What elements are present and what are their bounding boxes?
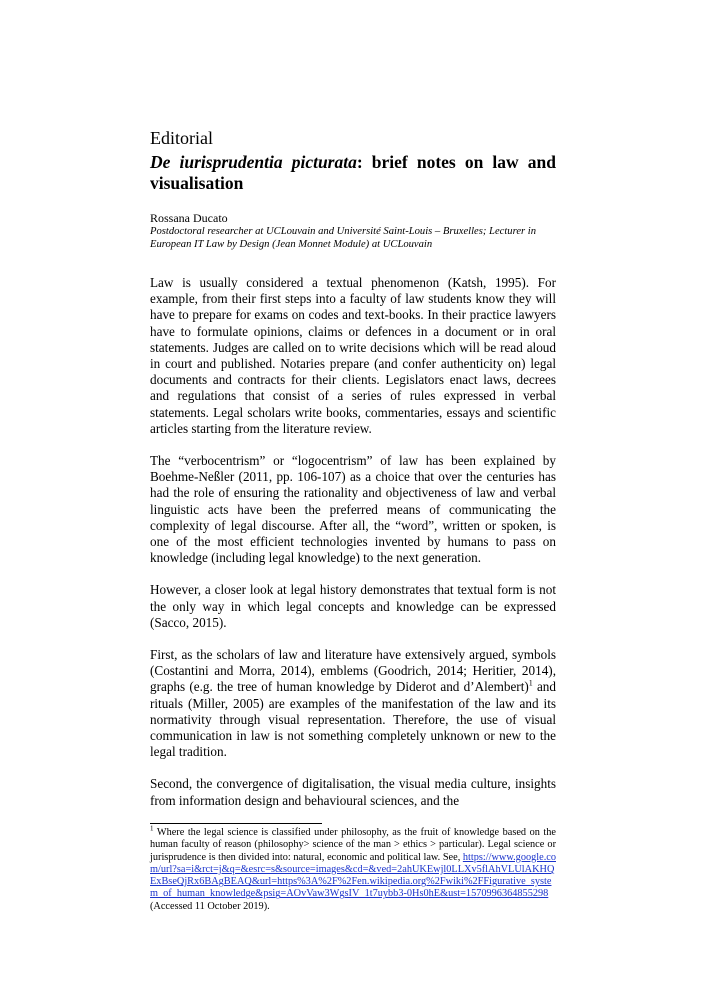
- paragraph-4-part-b: and rituals (Miller, 2005) are examples of the manifestation of the law and its normativity through visual representation. Therefore, the use of visual communication in law is not something completely unknown or new to the legal tradition.: [150, 679, 556, 760]
- paragraph-3: However, a closer look at legal history demonstrates that textual form is not the only way in which legal concepts and knowledge can be expressed (Sacco, 2015).: [150, 582, 556, 630]
- footnote-number: 1: [150, 824, 154, 833]
- article-title: [150, 152, 556, 194]
- article-title-italic: De iurisprudentia picturata: [150, 152, 357, 172]
- footnote-text: Where the legal science is classified under philosophy, as the fruit of knowledge based on the human faculty of reason (philosophy> science of the man > ethics > particular). Legal science or jurisprudence is then divided into: natural, economic and political law. See,: [150, 827, 556, 863]
- paragraph-2: The “verbocentrism” or “logocentrism” of law has been explained by Boehme-Neßler (2011, pp. 106-107) as a choice that over the centuries has had the role of ensuring the rationality and objectiveness of law and verbal linguistic acts have been the preferred means of communicating the complexity of legal discourse. After all, the “word”, written or spoken, is one of the most efficient technologies invented by humans to pass on knowledge (including legal knowledge) to the next generation.: [150, 453, 556, 566]
- article-body: [150, 275, 556, 825]
- footnote-accessed: (Accessed 11 October 2019).: [150, 900, 270, 912]
- article-title-rest: : brief notes on law and visualisation: [150, 152, 556, 193]
- paragraph-4: [150, 647, 556, 760]
- paragraph-5: Second, the convergence of digitalisation, the visual media culture, insights from information design and behavioural sciences, and the: [150, 776, 556, 808]
- footnote-ref-1[interactable]: 1: [528, 679, 533, 689]
- paragraph-4-part-a: First, as the scholars of law and literature have extensively argued, symbols (Costantini and Morra, 2014), emblems (Goodrich, 2014; Heritier, 2014), graphs (e.g. the tree of human knowledge by Diderot and d’Alembert): [150, 647, 556, 695]
- footnote-divider: [150, 823, 322, 824]
- footnote-1: [150, 824, 556, 913]
- footnote-link[interactable]: https://www.google.com/url?sa=i&rct=j&q=&esrc=s&source=images&cd=&ved=2ahUKEwjl0LLXv5flAhVLUlAKHQExBseQjRx6BAgBEAQ&url=https%3A%2F%2Fen.wikipedia.org%2Fwiki%2FFigurative_system_of_human_knowledge&psig=AOvVaw3WgsIV_1t7uybb3-0Hs0hE&ust=1570996364855298: [150, 851, 556, 900]
- section-label: Editorial: [150, 128, 213, 148]
- author-affiliation: Postdoctoral researcher at UCLouvain and Université Saint-Louis – Bruxelles; Lecturer in European IT Law by Design (Jean Monnet Module) at UCLouvain: [150, 226, 537, 250]
- author-name: Rossana Ducato: [150, 211, 228, 225]
- paragraph-1: Law is usually considered a textual phenomenon (Katsh, 1995). For example, from their first steps into a faculty of law students know they will have to prepare for exams on codes and text-books. In their practice lawyers have to formulate opinions, claims or defences in a document or in oral statements. Judges are called on to write decisions which will be read aloud in court and published. Notaries prepare (and confer authenticity on) legal documents and contracts for their clients. Legislators enact laws, decrees and regulations that consist of a series of rules expressed in verbal statements. Legal scholars write books, commentaries, essays and scientific articles starting from the literature review.: [150, 275, 556, 436]
